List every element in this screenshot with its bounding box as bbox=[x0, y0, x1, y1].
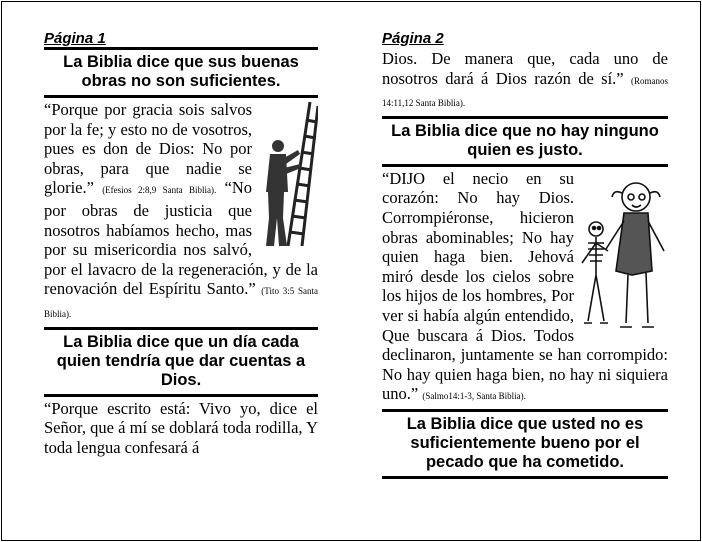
scripture-reference: (Efesios 2:8,9 Santa Biblia). bbox=[102, 185, 217, 196]
page-label: Página 1 bbox=[44, 30, 106, 47]
section-heading: La Biblia dice que sus buenas obras no son suficientes. bbox=[44, 47, 318, 98]
scripture-reference: (Salmo14:1-3, Santa Biblia). bbox=[422, 391, 526, 402]
verse-paragraph: “Porque por gracia sois salvos por la fe; y esto no de vosotros, pues es don de Dios: No por obras, para que nadie se glorie.” (Efesios 2:8,9 Santa Biblia). “No por obras de justicia que nosotros habíamos hecho, mas por su misericordia nos salvó, por el lavacro de la regeneración, y de la renovación del Espíritu Santo.” (Tito 3:5 Santa Biblia). bbox=[44, 100, 318, 319]
scripture-reference: (Romanos 14:11,12 Santa Biblia). bbox=[382, 75, 668, 109]
scripture-reference: (Tito 3:5 Santa Biblia). bbox=[44, 286, 318, 319]
page-label: Página 2 bbox=[382, 30, 444, 47]
verse-paragraph: “DIJO el necio en su corazón: No hay Dios. Corrompiéronse, hicieron obras abominables; No hay quien haga bien. Jehová miró desde los cielos sobre los hijos de los hombres, Por ver si había algún entendido, Que buscara á Dios. Todos declinaron, juntamente se han corrompido: No hay quien haga bien, no hay ni siquiera uno.” (Salmo14:1-3, Santa Biblia). bbox=[382, 168, 668, 404]
old-man-and-skeleton-illustration bbox=[576, 171, 668, 331]
man-on-ladder-illustration bbox=[254, 100, 318, 248]
section-heading: La Biblia dice que no hay ninguno quien es justo. bbox=[382, 116, 668, 167]
right-page bbox=[382, 30, 668, 479]
section-heading: La Biblia dice que un día cada quien tendría que dar cuentas a Dios. bbox=[44, 327, 318, 397]
left-page bbox=[44, 30, 318, 459]
section-heading: La Biblia dice que usted no es suficientemente bueno por el pecado que ha cometido. bbox=[382, 409, 668, 479]
verse-paragraph: “Porque escrito está: Vivo yo, dice el Señor, que á mí se doblará toda rodilla, Y toda lengua confesará á bbox=[44, 398, 318, 457]
verse-paragraph: Dios. De manera que, cada uno de nosotros dará á Dios razón de sí.” (Romanos 14:11,12 Santa Biblia). bbox=[382, 49, 668, 109]
